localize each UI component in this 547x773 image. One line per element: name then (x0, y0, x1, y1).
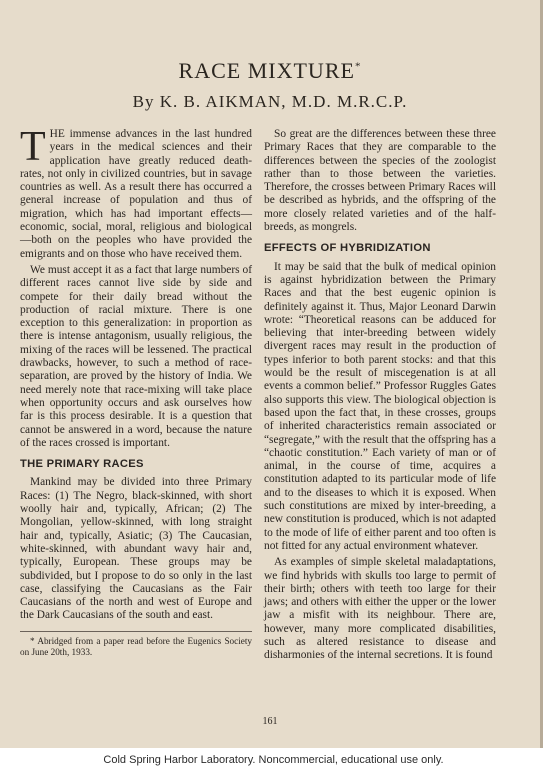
footnote-divider (20, 631, 252, 632)
section-heading-primary-races: THE PRIMARY RACES (20, 458, 144, 471)
right-column (264, 128, 496, 666)
left-column (20, 124, 252, 661)
paragraph-primary-races: Mankind may be divided into three Primary Races: (1) The Negro, black-skinned, with short woolly hair and, typically, African; (2) The Mongolian, yellow-skinned, with long straight hair and, typically, Asiatic; (3) The Caucasian, white-skinned, with abundant wavy hair and, typically, European. These groups may be subdivided, but I propose to do so only in the last case, classifying the Caucasians as the Fair Caucasians of the north and west of Europe and the Dark Caucasians of the south and east. (20, 476, 252, 622)
title-footnote-mark: * (354, 60, 362, 73)
paragraph-medical-opinion: It may be said that the bulk of medical opinion is against hybridization between the Primary Races and that the best eugenic opinion is definitely against it. Thus, Major Leonard Darwin wrote: “Theoretical reasons can be adduced for believing that inter-breeding between widely divergent races may result in the production of types inferior to both parent stocks: and that this would be the result of miscegenation is at all events a common belief.” Professor Ruggles Gates also supports this view. The biological objection is based upon the fact that, in these crosses, groups of inherited characteristics remain associated or “segregate,” with the result that the offspring has a “chaotic constitution.” Each variety of man or of animal, in the course of time, acquires a constitution adapted to its particular mode of life and to the diseases to which it is exposed. When such constitutions are mixed by inter-breeding, a new constitution is produced, which is not adapted to the mode of life of either parent and too often is not fitted for any actual environment whatever. (264, 260, 496, 552)
paragraph-differences: So great are the differences between these three Primary Races that they are comparable to the differences between the species of the zoologist rather than to those between the varieties. Therefore, the crosses between Primary Races will be described as hybrids, and the offspring of the more closely related varieties and of the half-breeds, as mongrels. (264, 128, 496, 234)
credit-line: Cold Spring Harbor Laboratory. Noncommercial, educational use only. (103, 754, 444, 766)
intro-paragraph (20, 124, 252, 261)
paragraph-maladaptations: As examples of simple skeletal maladaptations, we find hybrids with skulls too large to permit of their birth; others with teeth too large for their jaws; and others with either the upper or the lower jaw a misfit with its neighbour. There are, however, many more complicated disabilities, such as altered resistance to disease and disharmonies of the internal secretions. It is found (264, 556, 496, 662)
footnote: * Abridged from a paper read before the Eugenics Society on June 20th, 1933. (20, 635, 252, 657)
article-title (0, 58, 540, 84)
page-number: 161 (262, 716, 278, 727)
section-heading-hybridization: EFFECTS OF HYBRIDIZATION (264, 242, 431, 255)
intro-text: HE immense advances in the last hundred years in the medical sciences and their application have greatly reduced death-rates, not only in civilized countries, but in savage countries as well. As a result there has occurred a general increase of population and thus of migration, which has had important effects—economic, social, moral, religious and biological—both on the peoples who have provided the emigrants and on those who have received them. (20, 128, 252, 260)
article-byline: By K. B. AIKMAN, M.D. M.R.C.P. (132, 92, 408, 111)
paragraph-race-separation: We must accept it as a fact that large numbers of different races cannot live side by side and compete for their daily bread without the production of racial mixture. There is one exception to this generalization: in proportion as there is intense antagonism, usually religious, the mixing of the races will be lessened. The practical drawbacks, however, to such a method of race-separation, are proved by the history of India. We need merely note that race-mixing will take place when opportunity occurs and ask ourselves how far is this process desirable. It is a question that cannot be answered in a word, because the nature of the races crossed is important. (20, 263, 252, 449)
drop-cap: T (20, 124, 46, 170)
article-title-text: RACE MIXTURE (178, 58, 355, 83)
